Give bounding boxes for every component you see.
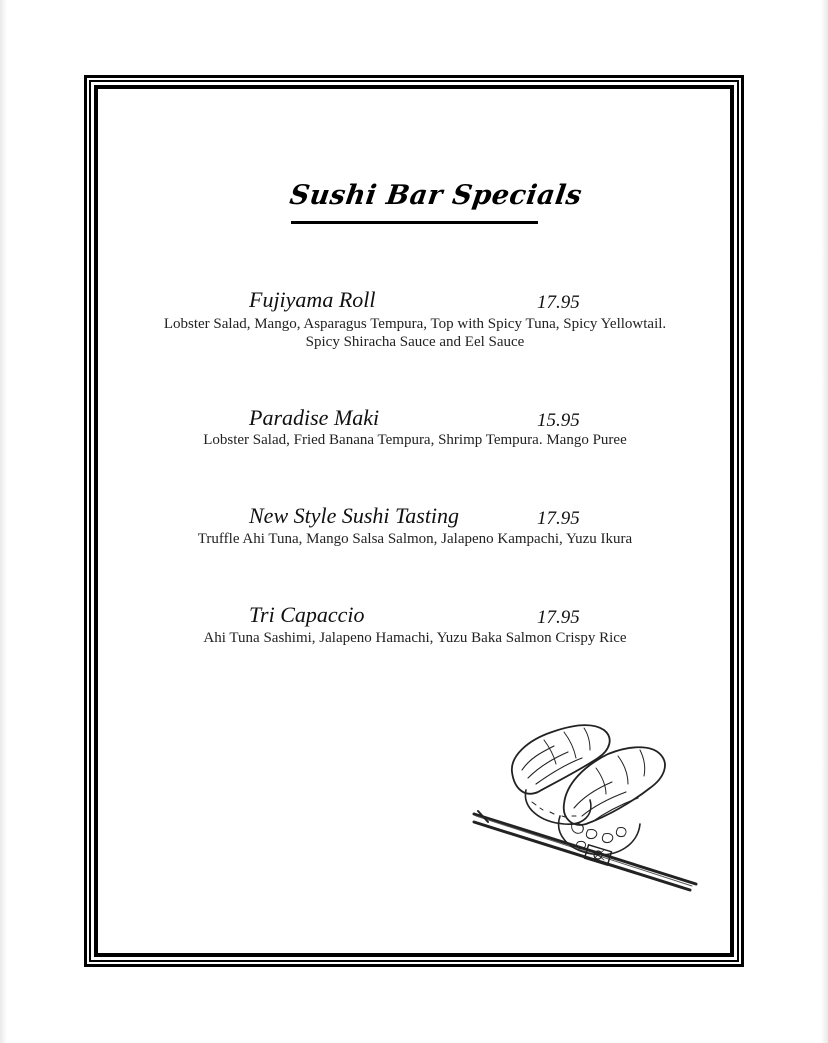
- sushi-chopsticks-icon: [468, 712, 704, 892]
- menu-item-price-paradise-maki: 15.95: [537, 410, 580, 431]
- menu-item-price-new-style-sushi-tasting: 17.95: [537, 508, 580, 529]
- menu-item-price-tri-capaccio: 17.95: [537, 607, 580, 628]
- page-edge-right: [821, 0, 828, 1043]
- page-edge-left: [0, 0, 7, 1043]
- menu-item-name-new-style-sushi-tasting: New Style Sushi Tasting: [249, 503, 460, 528]
- menu-item-description: Lobster Salad, Fried Banana Tempura, Shrimp Tempura. Mango Puree: [203, 432, 627, 448]
- menu-title: Sushi Bar Specials: [287, 180, 584, 211]
- menu-item-description: Spicy Shiracha Sauce and Eel Sauce: [305, 334, 525, 350]
- menu-item-name-paradise-maki: Paradise Maki: [249, 405, 380, 430]
- menu-item-description: Ahi Tuna Sashimi, Jalapeno Hamachi, Yuzu Baka Salmon Crispy Rice: [203, 630, 627, 646]
- menu-item-description: Truffle Ahi Tuna, Mango Salsa Salmon, Jalapeno Kampachi, Yuzu Ikura: [197, 531, 633, 547]
- menu-item-name-tri-capaccio: Tri Capaccio: [249, 602, 365, 627]
- title-underline: [291, 221, 538, 224]
- menu-item-description: Lobster Salad, Mango, Asparagus Tempura, Top with Spicy Tuna, Spicy Yellowtail.: [163, 316, 667, 332]
- menu-item-price-fujiyama-roll: 17.95: [537, 292, 580, 313]
- menu-item-name-fujiyama-roll: Fujiyama Roll: [249, 287, 376, 312]
